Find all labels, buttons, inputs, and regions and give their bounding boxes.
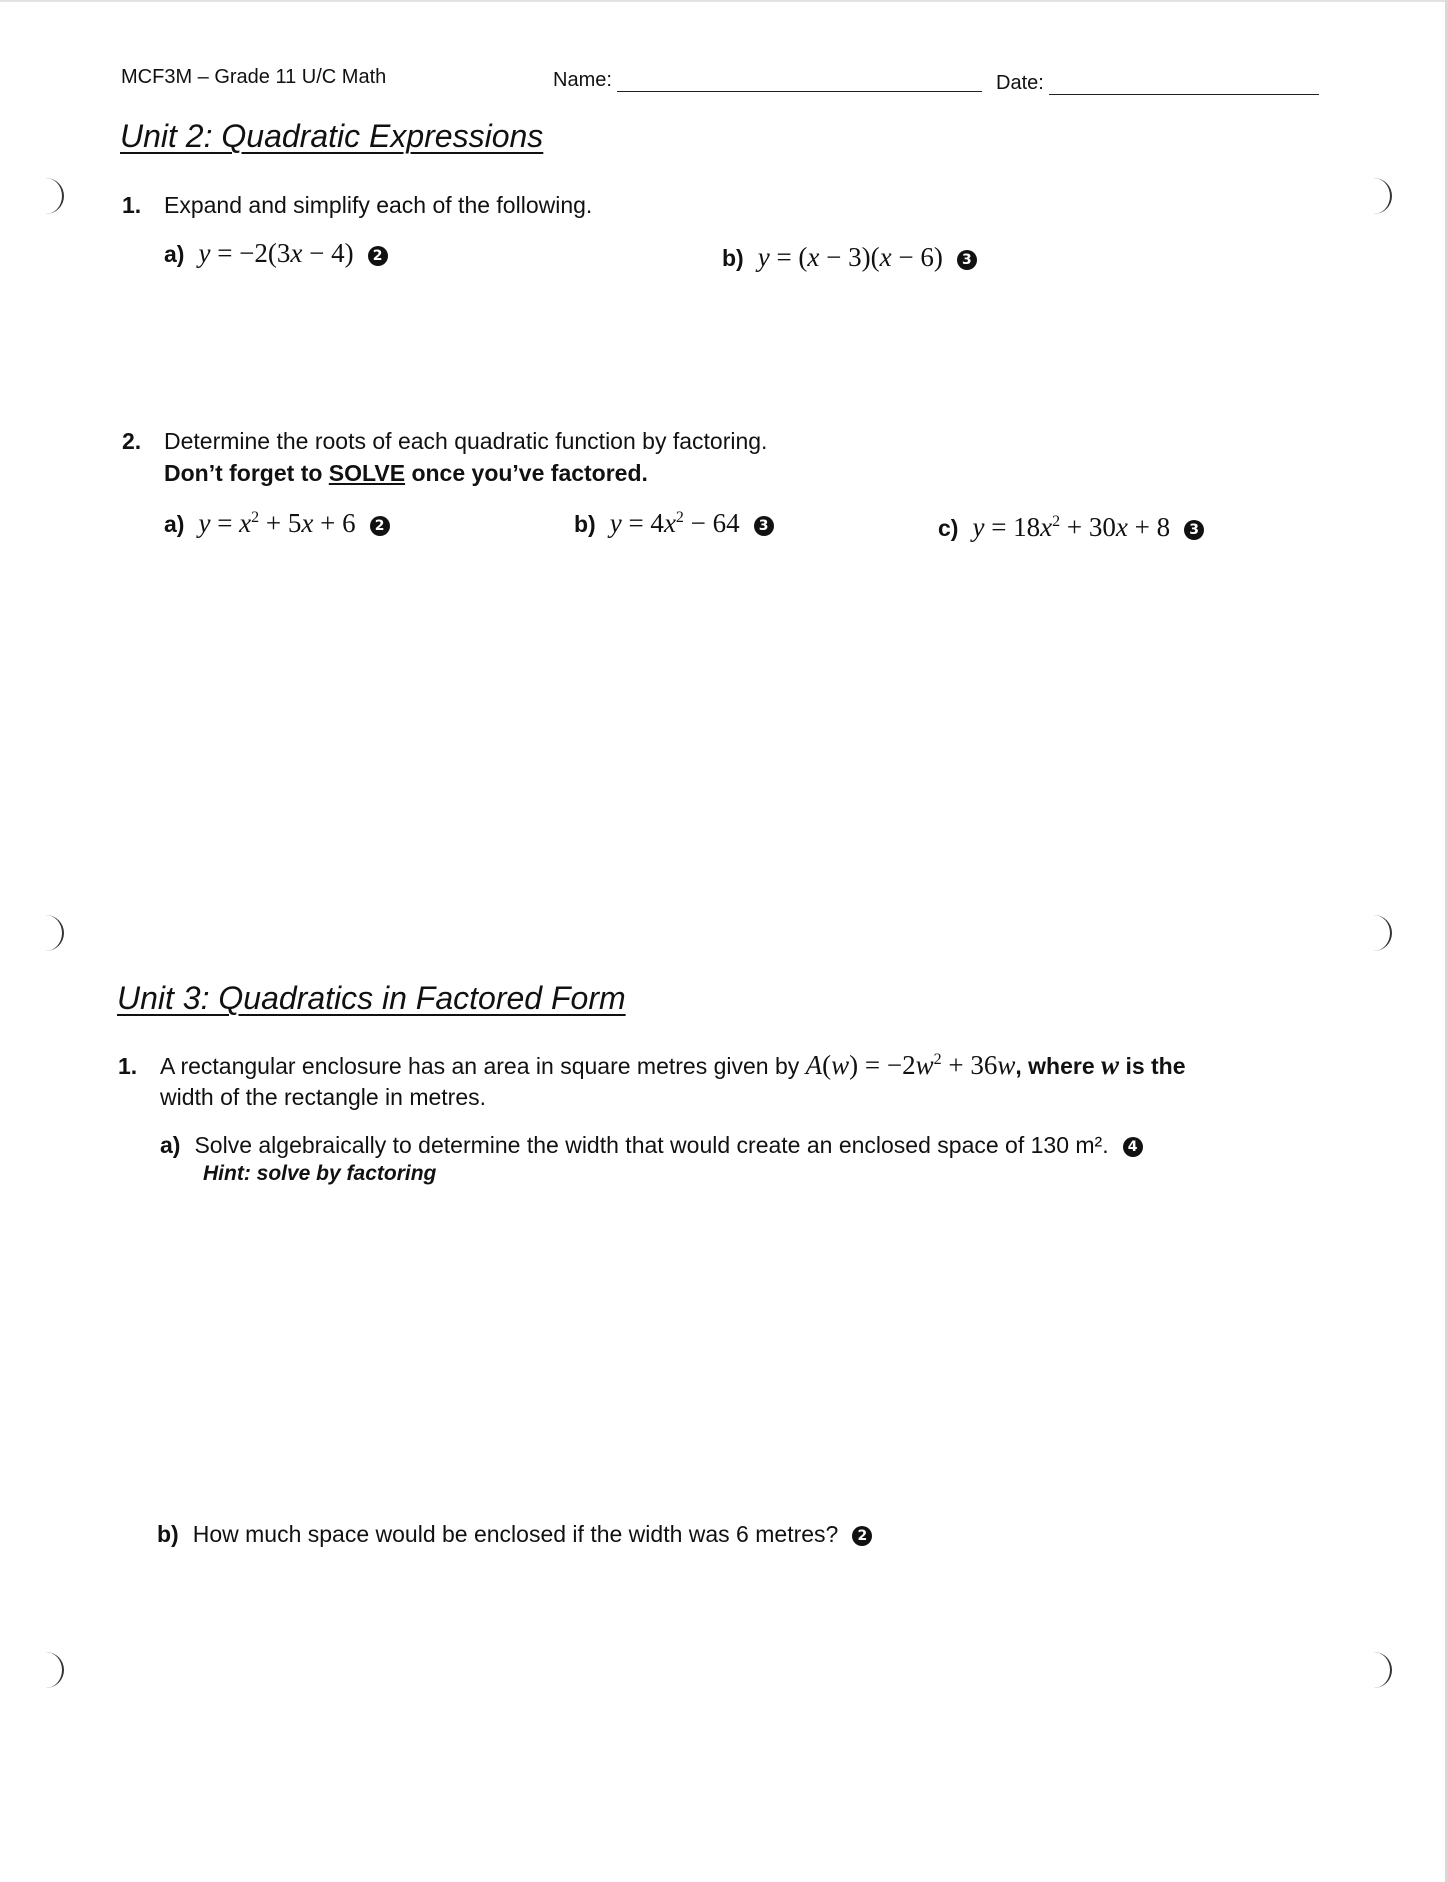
unit3-question-1 [118, 1050, 1186, 1081]
unit2-q2-part-c [938, 512, 1204, 543]
part-label: b) [722, 245, 744, 271]
date-label: Date: [996, 72, 1044, 94]
expression: $y = 18x^2 + 30x + 8$ [972, 512, 1171, 542]
marks-badge: 3 [754, 516, 774, 536]
unit3-title: Unit 3: Quadratics in Factored Form [117, 980, 626, 1016]
marks-badge: 2 [368, 246, 388, 266]
part-label: c) [938, 515, 959, 541]
question-number: 1. [118, 1053, 138, 1079]
unit3-q1-part-a [160, 1132, 1143, 1159]
date-field[interactable] [996, 72, 1319, 95]
marks-badge: 3 [957, 250, 977, 270]
unit3-q1-line2: width of the rectangle in metres. [160, 1084, 486, 1110]
binder-hole-mark [1368, 1652, 1392, 1688]
expression: y = −2(3x − 4) [198, 238, 354, 268]
expression: y = (x − 3)(x − 6) [757, 242, 943, 272]
part-label: a) [164, 241, 185, 267]
area-function: $A(w) = -2w^2 + 36w$ [805, 1050, 1016, 1080]
unit2-q1-part-b [722, 242, 977, 273]
part-text: Solve algebraically to determine the width that would create an enclosed space of 130 m². [194, 1132, 1109, 1158]
unit2-question-1 [122, 192, 592, 219]
note-emphasis: SOLVE [328, 460, 406, 486]
expression: $y = 4x^2 - 64$ [609, 508, 740, 538]
question-text: , where [1015, 1053, 1095, 1079]
part-label: b) [157, 1521, 179, 1547]
name-field[interactable] [553, 69, 982, 92]
variable: w [1101, 1050, 1120, 1080]
marks-badge: 4 [1123, 1137, 1143, 1157]
unit3-q1-part-b [157, 1521, 872, 1548]
question-number: 1. [122, 192, 142, 218]
question-text: A rectangular enclosure has an area in square metres given by [160, 1053, 800, 1079]
hint-text: Hint: solve by factoring [203, 1162, 437, 1185]
marks-badge: 3 [1184, 520, 1204, 540]
unit2-title: Unit 2: Quadratic Expressions [120, 118, 544, 154]
part-label: b) [574, 511, 596, 537]
unit2-q2-part-b [574, 508, 774, 539]
question-text: Determine the roots of each quadratic function by factoring. [164, 428, 768, 454]
note-text: Don’t forget to [164, 460, 323, 486]
unit2-q2-note [164, 460, 648, 487]
date-line[interactable] [1049, 72, 1319, 95]
binder-hole-mark [1368, 178, 1392, 214]
question-text: is the [1125, 1053, 1186, 1079]
expression: $y = x^2 + 5x + 6$ [198, 508, 356, 538]
unit2-q2-part-a [164, 508, 390, 539]
question-text: Expand and simplify each of the following. [164, 192, 593, 218]
course-code: MCF3M – Grade 11 U/C Math [121, 66, 387, 88]
binder-hole-mark [40, 915, 64, 951]
name-line[interactable] [617, 69, 982, 92]
unit2-q1-part-a [164, 238, 388, 269]
marks-badge: 2 [370, 516, 390, 536]
note-text: once you’ve factored. [411, 460, 648, 486]
part-label: a) [164, 511, 185, 537]
binder-hole-mark [40, 1652, 64, 1688]
binder-hole-mark [40, 178, 64, 214]
part-label: a) [160, 1132, 181, 1158]
marks-badge: 2 [852, 1526, 872, 1546]
question-number: 2. [122, 428, 142, 454]
part-text: How much space would be enclosed if the width was 6 metres? [192, 1521, 839, 1547]
page-top-edge [0, 0, 1448, 2]
unit2-question-2 [122, 428, 767, 455]
name-label: Name: [553, 69, 612, 91]
binder-hole-mark [1368, 915, 1392, 951]
